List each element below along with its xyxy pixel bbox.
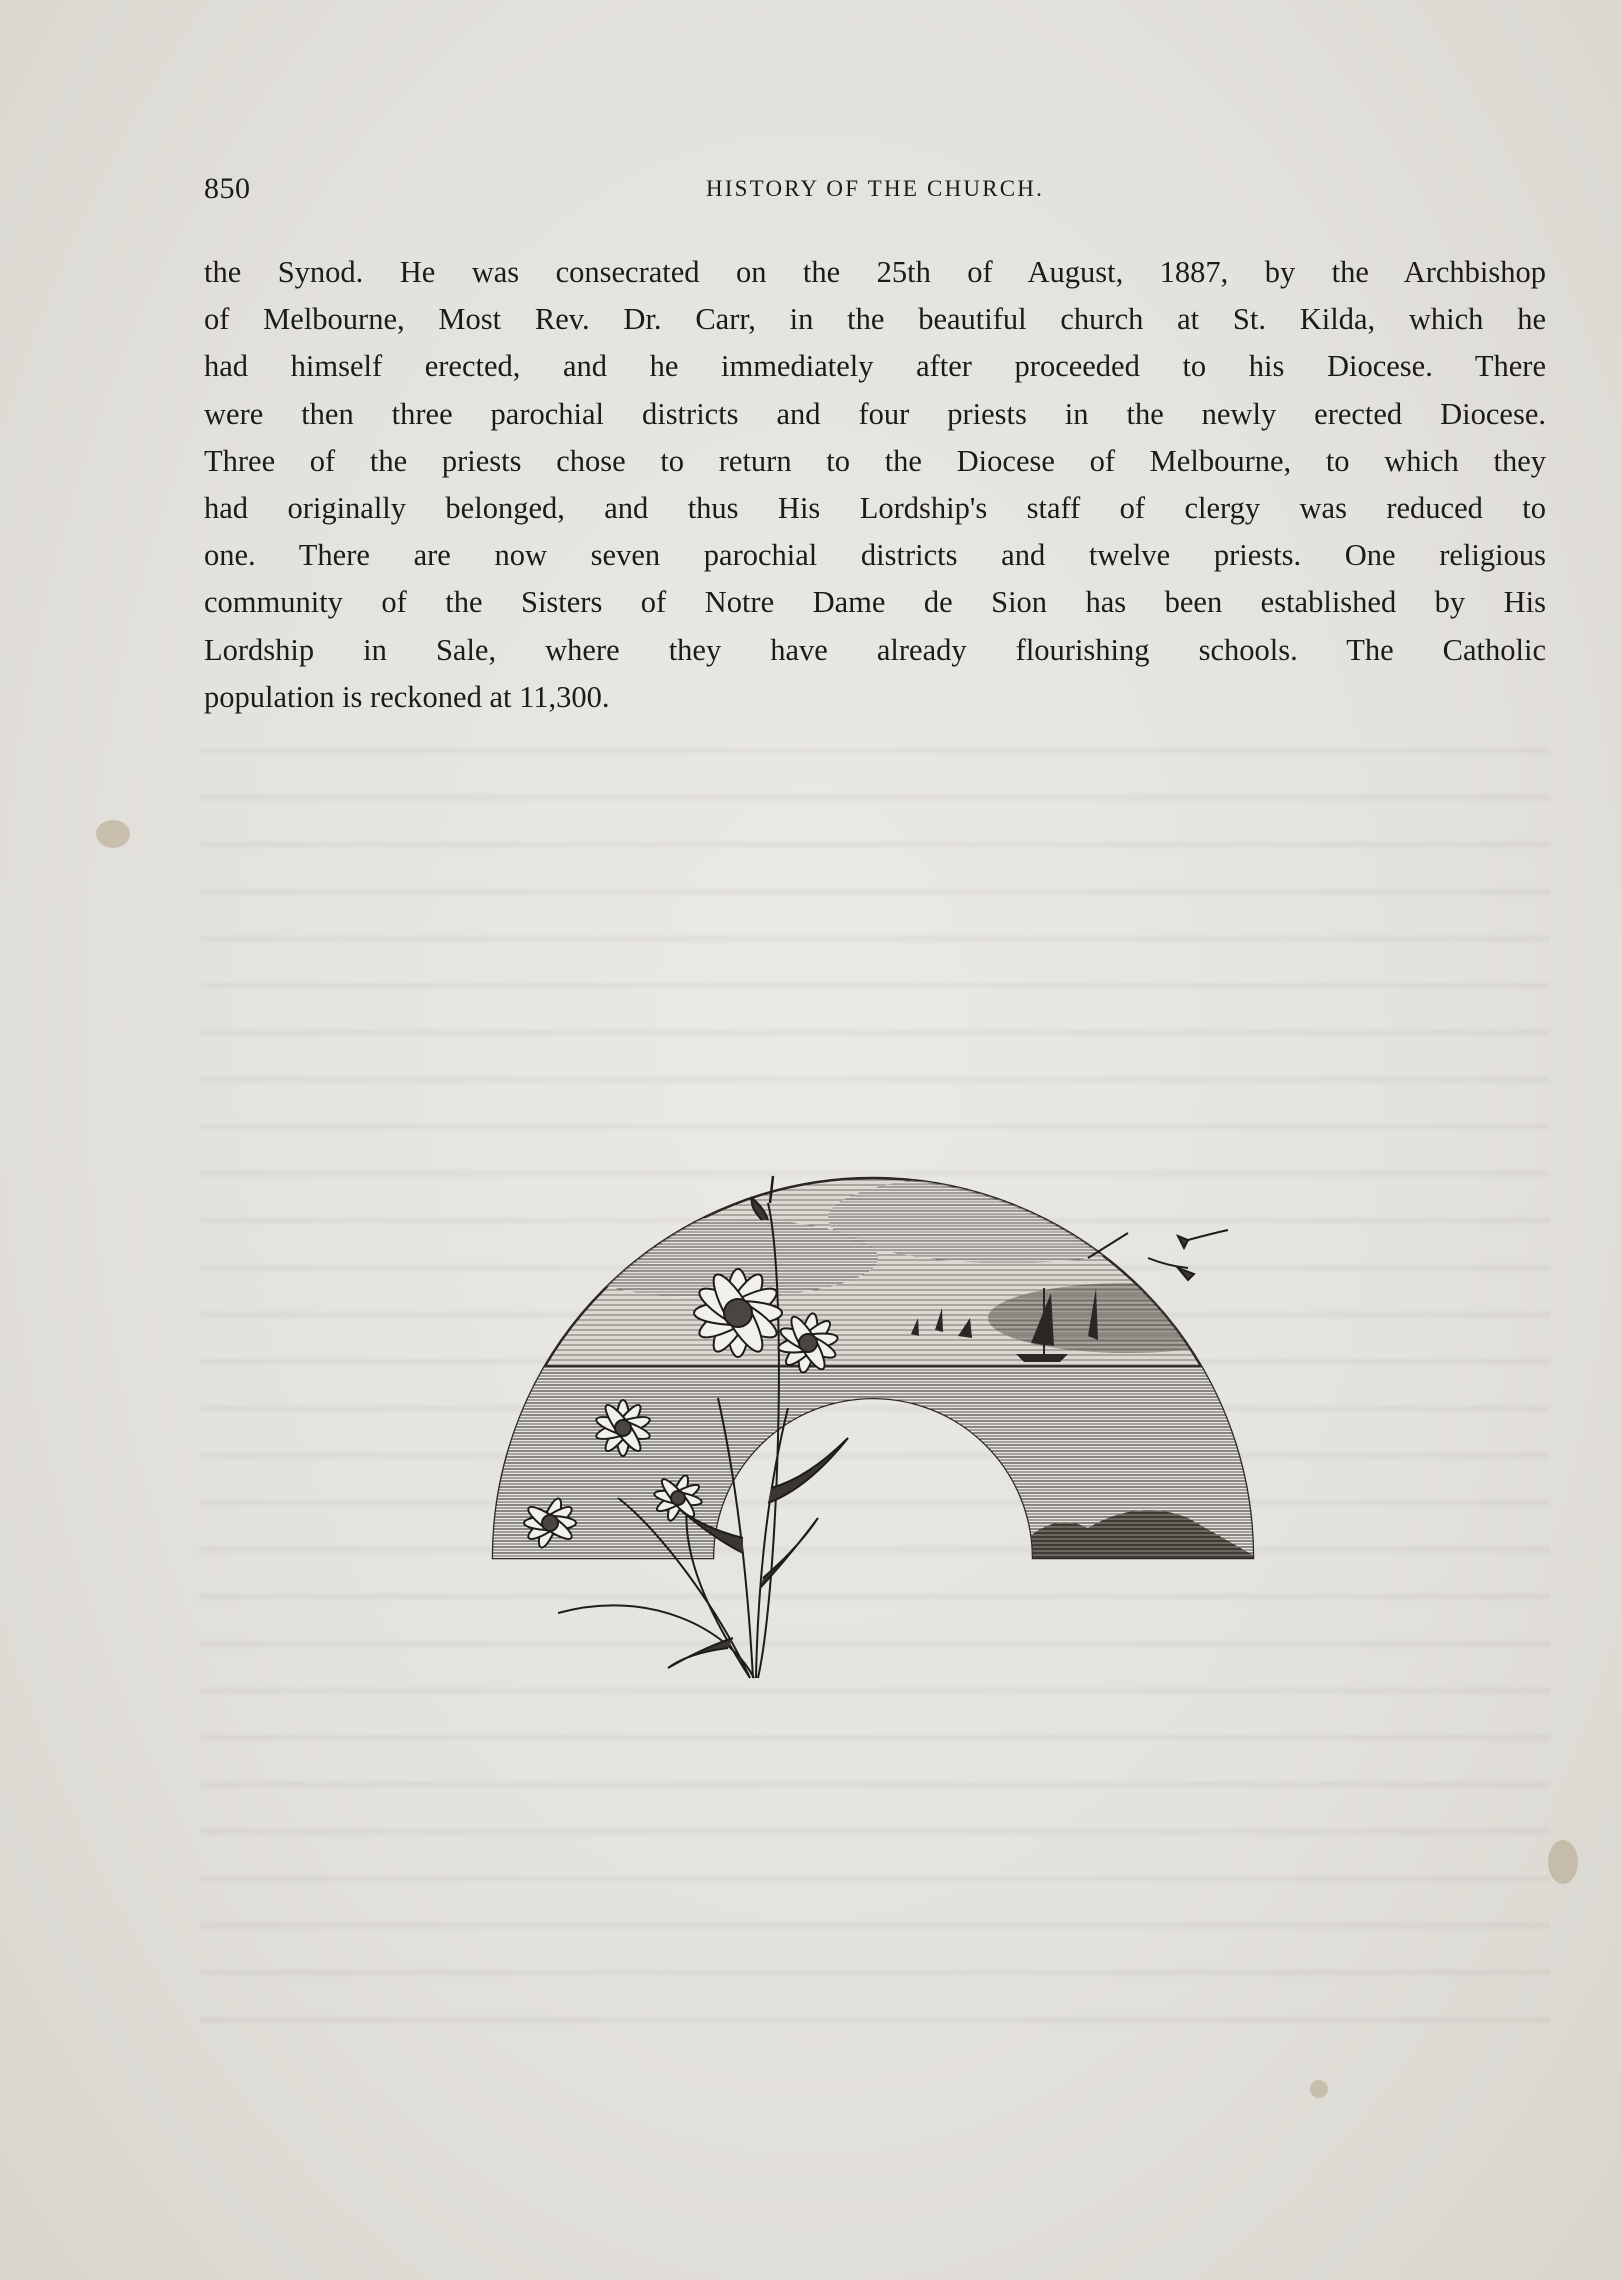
text-line: had himself erected, and he immediately after proceeded to his Diocese. There <box>204 349 1546 384</box>
page-header <box>204 172 1546 216</box>
body-paragraph <box>204 249 1546 721</box>
text-line: were then three parochial districts and four priests in the newly erected Diocese. <box>204 396 1546 431</box>
paper-stain <box>1310 2080 1328 2098</box>
text-line: the Synod. He was consecrated on the 25th of August, 1887, by the Archbishop <box>204 255 1546 289</box>
fan-seascape-illustration <box>488 1108 1258 1690</box>
text-line: Three of the priests chose to return to the Diocese of Melbourne, to which they <box>204 443 1546 478</box>
text-line: Lordship in Sale, where they have already flourishing schools. The Catholic <box>204 632 1546 667</box>
running-head: HISTORY OF THE CHURCH. <box>705 176 1045 201</box>
text-line: population is reckoned at 11,300. <box>204 679 610 714</box>
text-line: of Melbourne, Most Rev. Dr. Carr, in the beautiful church at St. Kilda, which he <box>204 302 1546 337</box>
text-line: had originally belonged, and thus His Lordship's staff of clergy was reduced to <box>204 491 1546 526</box>
paper-stain <box>96 820 130 848</box>
fan-scene <box>488 1173 1258 1566</box>
text-line: one. There are now seven parochial districts and twelve priests. One religious <box>204 538 1546 573</box>
page-number: 850 <box>204 172 251 205</box>
paper-stain <box>1548 1840 1578 1884</box>
text-line: community of the Sisters of Notre Dame de Sion has been established by His <box>204 585 1546 620</box>
